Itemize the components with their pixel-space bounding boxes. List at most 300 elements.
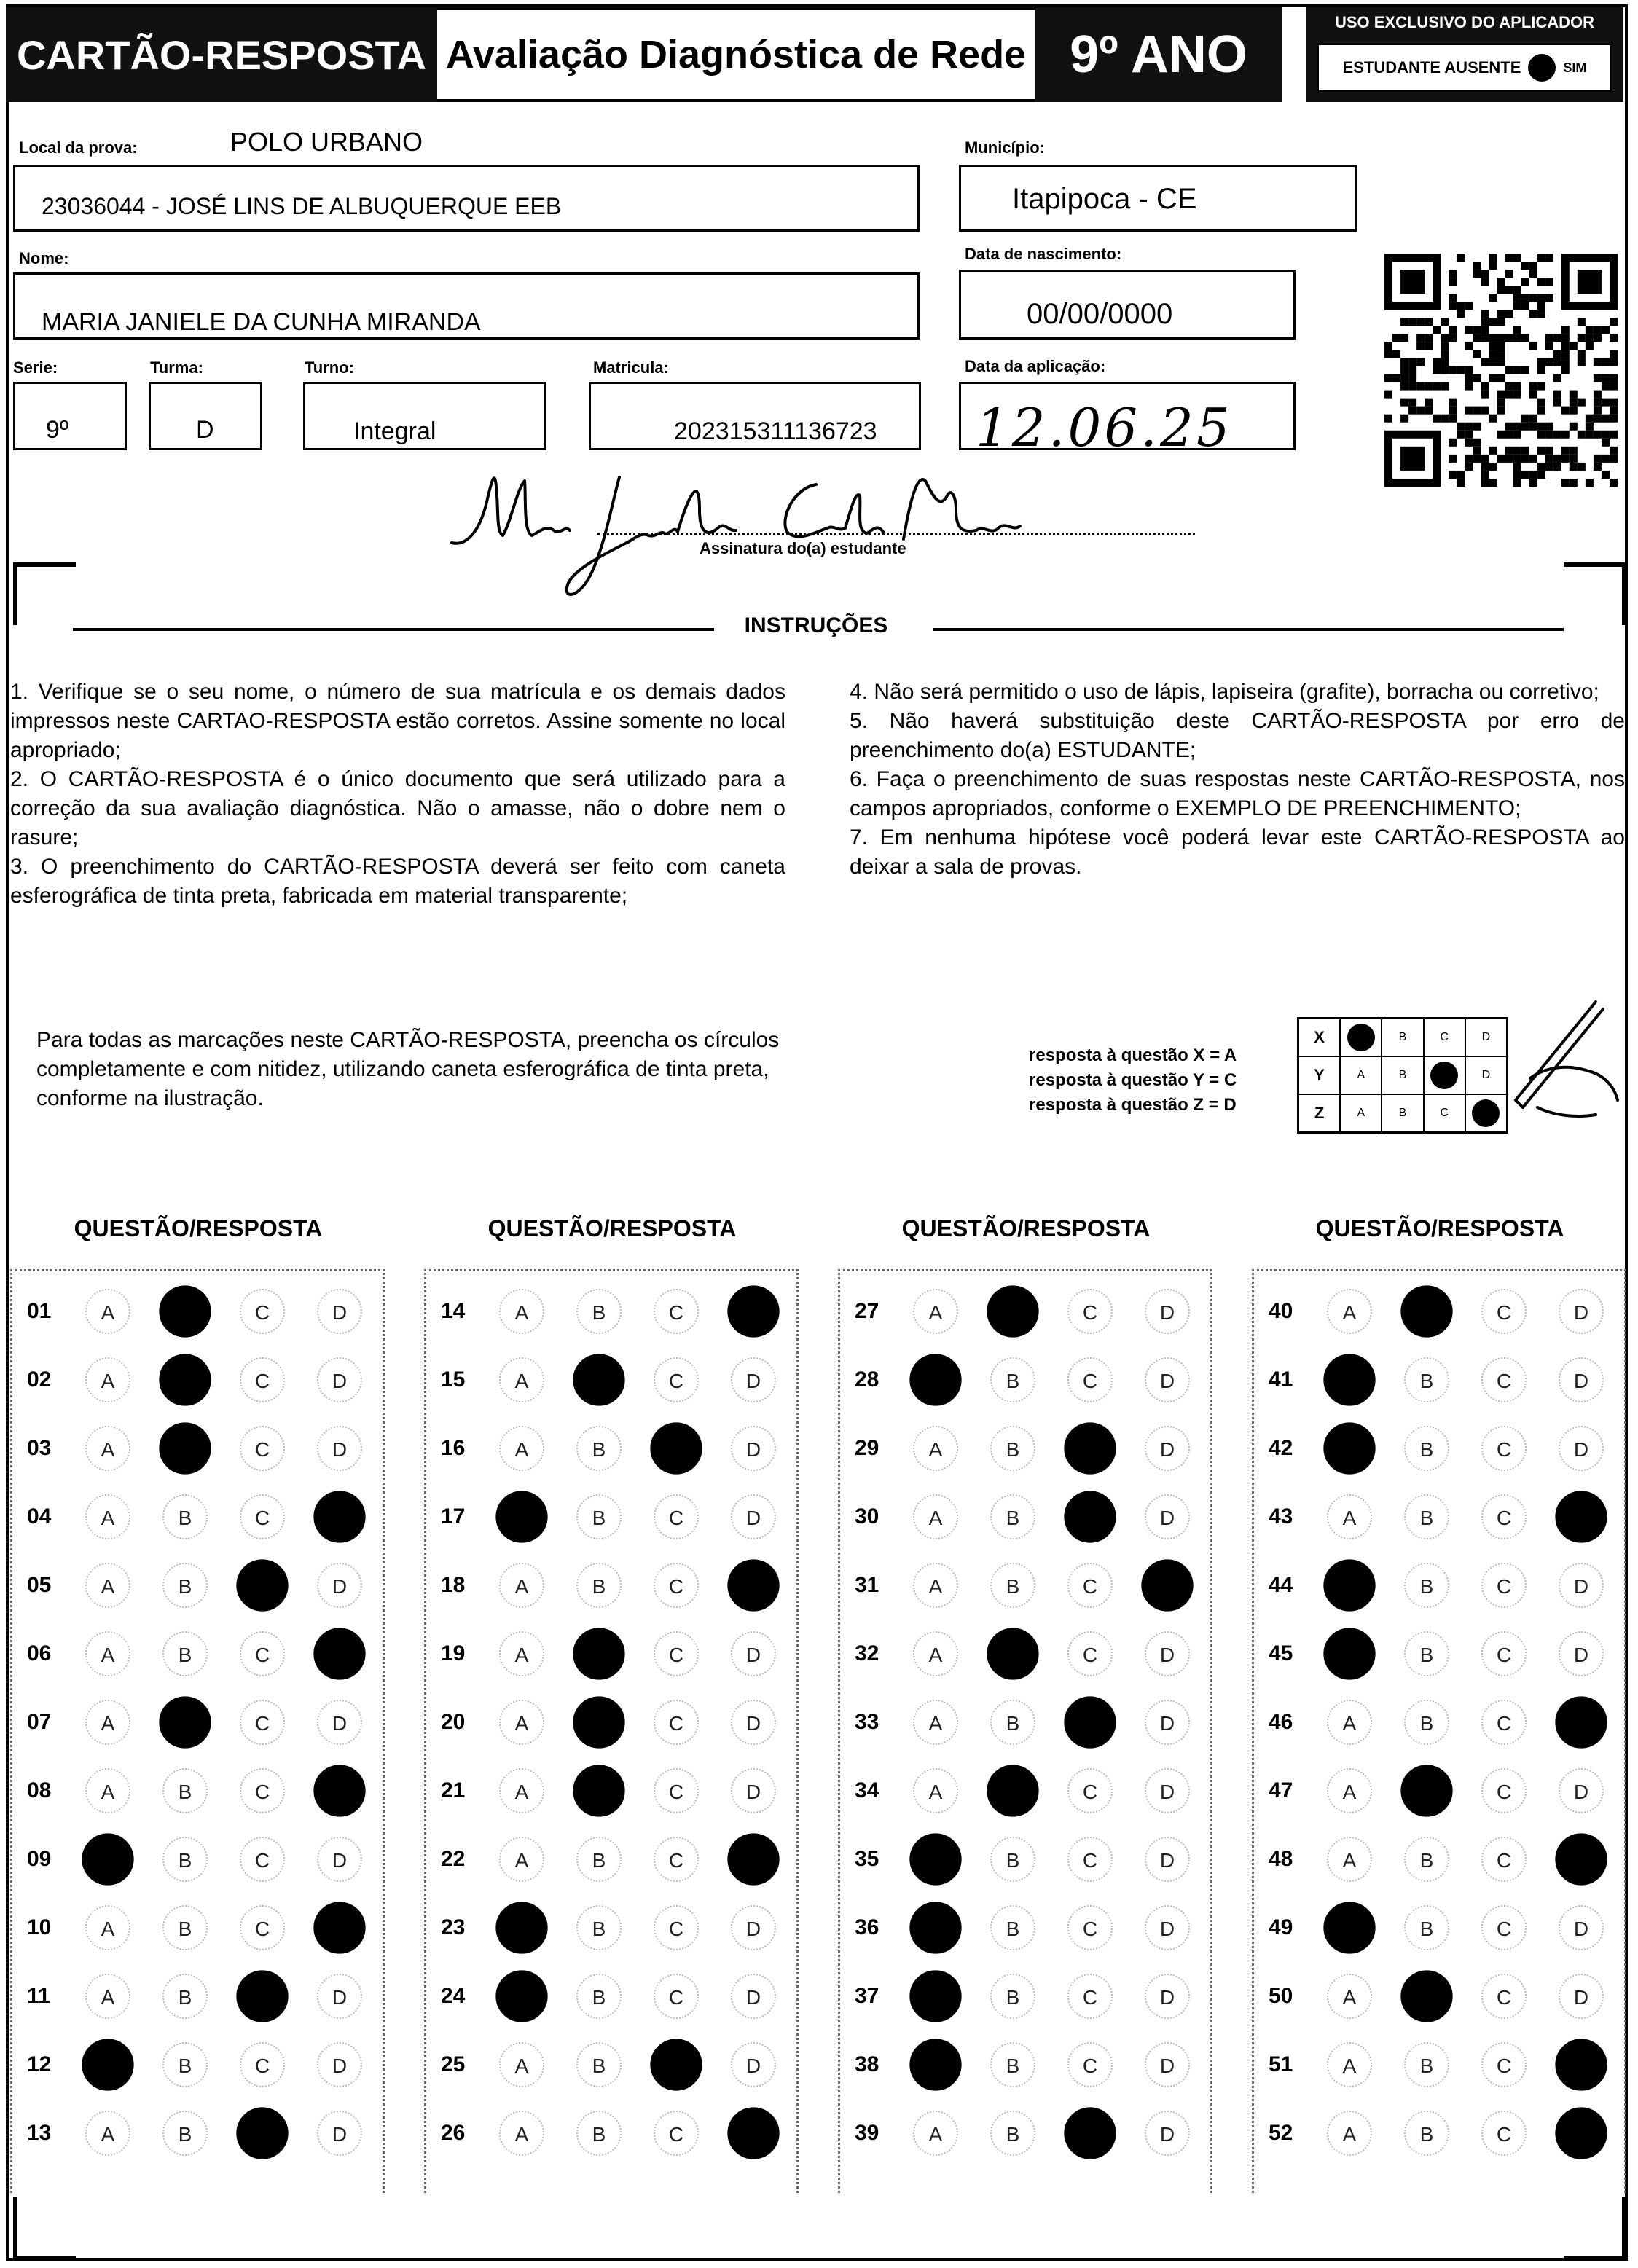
qr-module — [1594, 374, 1602, 382]
qr-module — [1497, 399, 1505, 407]
answer-bubble-b[interactable]: B — [159, 1696, 211, 1748]
answer-bubble-b[interactable]: B — [573, 1765, 624, 1816]
answer-bubble-d[interactable]: D — [731, 1357, 776, 1402]
answer-bubble-a[interactable]: A — [499, 2111, 544, 2156]
answer-bubble-d[interactable]: D — [1145, 1905, 1190, 1950]
answer-bubble-d[interactable]: D — [1145, 2111, 1190, 2156]
qr-module — [1586, 431, 1594, 439]
qr-module — [1553, 358, 1561, 366]
answer-bubble-c[interactable]: C — [1067, 2042, 1113, 2087]
answer-bubble-d[interactable]: D — [1555, 2107, 1607, 2159]
answer-bubble-a[interactable]: A — [1327, 1837, 1372, 1882]
qr-module — [1602, 415, 1610, 423]
answer-bubble-b[interactable]: B — [162, 1631, 208, 1676]
answer-bubble-b[interactable]: B — [1404, 1905, 1449, 1950]
qr-module — [1529, 342, 1537, 350]
answer-bubble-b[interactable]: B — [162, 2042, 208, 2087]
answer-bubble-d[interactable]: D — [1555, 1491, 1607, 1542]
answer-bubble-c[interactable]: C — [650, 1422, 702, 1474]
answer-bubble-d[interactable]: D — [727, 2107, 779, 2159]
answer-bubble-a[interactable]: A — [909, 1354, 961, 1405]
turma-value: D — [196, 416, 214, 444]
answer-bubble-d[interactable]: D — [731, 1631, 776, 1676]
qr-module — [1545, 463, 1553, 471]
answer-bubble-c[interactable]: C — [654, 2111, 699, 2156]
answer-bubble-d[interactable]: D — [317, 1837, 362, 1882]
answer-bubble-a[interactable]: A — [85, 1563, 130, 1608]
answer-bubble-d[interactable]: D — [317, 1974, 362, 2019]
answer-bubble-a[interactable]: A — [85, 1357, 130, 1402]
answer-bubble-d[interactable]: D — [1145, 1768, 1190, 1813]
answer-bubble-c[interactable]: C — [1481, 1974, 1527, 2019]
answer-bubble-c[interactable]: C — [1067, 1289, 1113, 1334]
nome-value: MARIA JANIELE DA CUNHA MIRANDA — [42, 308, 481, 336]
answer-bubble-a[interactable]: A — [1327, 2042, 1372, 2087]
answer-bubble-d[interactable]: D — [317, 1357, 362, 1402]
answer-bubble-a[interactable]: A — [85, 1974, 130, 2019]
answer-bubble-c[interactable]: C — [236, 1559, 288, 1611]
question-row — [1254, 1758, 1624, 1826]
answer-bubble-a[interactable]: A — [1327, 1974, 1372, 2019]
qr-module — [1473, 423, 1481, 431]
matricula-value: 202315311136723 — [674, 417, 877, 445]
answer-bubble-c[interactable]: C — [654, 1357, 699, 1402]
answer-bubble-b[interactable]: B — [1404, 2111, 1449, 2156]
answer-bubble-d[interactable]: D — [731, 1494, 776, 1539]
answer-bubble-a[interactable]: A — [85, 1905, 130, 1950]
answer-bubble-c[interactable]: C — [240, 1700, 285, 1745]
qr-module — [1602, 439, 1610, 447]
answer-bubble-d[interactable]: D — [1559, 1905, 1604, 1950]
answer-bubble-b[interactable]: B — [1404, 1631, 1449, 1676]
answer-bubble-b[interactable]: B — [159, 1422, 211, 1474]
answer-bubble-a[interactable]: A — [85, 1426, 130, 1471]
answer-bubble-a[interactable]: A — [909, 2039, 961, 2090]
answer-bubble-c[interactable]: C — [1481, 1289, 1527, 1334]
answer-bubble-a[interactable]: A — [913, 1768, 958, 1813]
question-row — [12, 1895, 383, 1963]
qr-module — [1537, 463, 1545, 471]
answer-bubble-d[interactable]: D — [317, 2042, 362, 2087]
qr-module — [1473, 455, 1481, 463]
answer-bubble-c[interactable]: C — [1067, 1563, 1113, 1608]
answer-bubble-b[interactable]: B — [990, 1974, 1035, 2019]
question-number: 25 — [441, 2052, 466, 2076]
answer-bubble-d[interactable]: D — [1145, 2042, 1190, 2087]
qr-module — [1513, 302, 1521, 310]
qr-module — [1489, 342, 1497, 350]
answer-bubble-c[interactable]: C — [654, 1289, 699, 1334]
answer-bubble-a[interactable]: A — [85, 2111, 130, 2156]
question-number: 02 — [27, 1368, 52, 1392]
answer-bubble-b[interactable]: B — [990, 2042, 1035, 2087]
answer-bubble-c[interactable]: C — [654, 1837, 699, 1882]
answer-bubble-d[interactable]: D — [1145, 1837, 1190, 1882]
qr-module — [1537, 407, 1545, 415]
answer-bubble-c[interactable]: C — [1067, 1768, 1113, 1813]
answer-bubble-a[interactable]: A — [1323, 1902, 1375, 1953]
answer-bubble-c[interactable]: C — [236, 1970, 288, 2022]
qr-module — [1481, 471, 1489, 479]
answer-bubble-b[interactable]: B — [576, 2111, 622, 2156]
qr-module — [1610, 479, 1618, 487]
answer-bubble-c[interactable]: C — [1481, 1631, 1527, 1676]
answer-bubble-c[interactable]: C — [1481, 1768, 1527, 1813]
answer-bubble-a[interactable]: A — [495, 1491, 547, 1542]
nome-field — [13, 272, 920, 340]
answer-bubble-b[interactable]: B — [159, 1354, 211, 1405]
answer-bubble-a[interactable]: A — [85, 1631, 130, 1676]
answer-bubble-a[interactable]: A — [1327, 2111, 1372, 2156]
answer-bubble-b[interactable]: B — [990, 1700, 1035, 1745]
answer-bubble-d[interactable]: D — [1559, 1357, 1604, 1402]
answer-bubble-c[interactable]: C — [1067, 1837, 1113, 1882]
answer-bubble-d[interactable]: D — [731, 1905, 776, 1950]
answer-bubble-d[interactable]: D — [731, 2042, 776, 2087]
qr-module — [1449, 415, 1457, 423]
answer-bubble-b[interactable]: B — [576, 1289, 622, 1334]
answer-bubble-b[interactable]: B — [1404, 1563, 1449, 1608]
answer-bubble-c[interactable]: C — [240, 1768, 285, 1813]
answer-bubble-b[interactable]: B — [159, 1285, 211, 1337]
question-row — [840, 1690, 1210, 1758]
answer-bubble-a[interactable]: A — [1323, 1354, 1375, 1405]
qr-module — [1578, 318, 1586, 326]
answer-bubble-c[interactable]: C — [1481, 1426, 1527, 1471]
answer-bubble-a[interactable]: A — [1323, 1422, 1375, 1474]
qr-module — [1610, 455, 1618, 463]
answer-bubble-d[interactable]: D — [1145, 1700, 1190, 1745]
answer-bubble-d[interactable]: D — [731, 1768, 776, 1813]
answer-bubble-a[interactable]: A — [499, 1563, 544, 1608]
answer-bubble-a[interactable]: A — [913, 1700, 958, 1745]
qr-module — [1545, 447, 1553, 455]
qr-module — [1489, 358, 1497, 366]
answer-bubble-b[interactable]: B — [162, 1974, 208, 2019]
answer-bubble-a[interactable]: A — [909, 1833, 961, 1885]
qr-module — [1416, 342, 1425, 350]
answer-bubble-c[interactable]: C — [1481, 1837, 1527, 1882]
qr-module — [1384, 342, 1392, 350]
qr-module — [1457, 479, 1465, 487]
answer-bubble-c[interactable]: C — [1481, 1494, 1527, 1539]
answer-bubble-c[interactable]: C — [654, 1768, 699, 1813]
answer-bubble-a[interactable]: A — [499, 1837, 544, 1882]
answer-bubble-d[interactable]: D — [727, 1833, 779, 1885]
answer-bubble-d[interactable]: D — [1145, 1289, 1190, 1334]
qr-module — [1481, 407, 1489, 415]
answer-bubble-b[interactable]: B — [162, 1905, 208, 1950]
absent-bubble[interactable] — [1528, 54, 1556, 82]
answer-bubble-a[interactable]: A — [1327, 1494, 1372, 1539]
answer-bubble-a[interactable]: A — [495, 1970, 547, 2022]
nascimento-field — [959, 270, 1296, 340]
answer-bubble-a[interactable]: A — [82, 1833, 133, 1885]
qr-module — [1473, 374, 1481, 382]
question-row — [840, 1621, 1210, 1690]
question-number: 29 — [855, 1436, 879, 1460]
example-bubble: B — [1398, 1069, 1407, 1081]
answer-bubble-c[interactable]: C — [1067, 1631, 1113, 1676]
question-row — [1254, 1895, 1624, 1963]
answer-bubble-b[interactable]: B — [162, 2111, 208, 2156]
absent-checkbox[interactable] — [1317, 44, 1612, 92]
answer-bubble-c[interactable]: C — [1481, 1905, 1527, 1950]
example-instructions: Para todas as marcações neste CARTÃO-RESPOSTA, preencha os círculos completamente e com nitidez, utilizando caneta esferográfica de tinta preta, conforme na ilustração. — [36, 1028, 780, 1110]
answer-bubble-b[interactable]: B — [576, 1494, 622, 1539]
qr-module — [1384, 374, 1392, 382]
answer-bubble-a[interactable]: A — [499, 1700, 544, 1745]
qr-module — [1473, 262, 1481, 270]
answer-bubble-b[interactable]: B — [162, 1837, 208, 1882]
answer-bubble-a[interactable]: A — [495, 1902, 547, 1953]
answer-bubble-d[interactable]: D — [731, 1974, 776, 2019]
answer-bubble-a[interactable]: A — [909, 1970, 961, 2022]
qr-module — [1481, 463, 1489, 471]
answer-bubble-c[interactable]: C — [1067, 1974, 1113, 2019]
answer-bubble-b[interactable]: B — [1404, 2042, 1449, 2087]
answer-bubble-a[interactable]: A — [909, 1902, 961, 1953]
answer-bubble-c[interactable]: C — [1067, 1357, 1113, 1402]
answer-bubble-b[interactable]: B — [990, 1563, 1035, 1608]
answer-bubble-a[interactable]: A — [499, 1357, 544, 1402]
answer-bubble-a[interactable]: A — [1327, 1289, 1372, 1334]
answer-bubble-a[interactable]: A — [85, 1700, 130, 1745]
answer-bubble-d[interactable]: D — [727, 1559, 779, 1611]
qr-module — [1553, 431, 1561, 439]
qr-module — [1570, 423, 1578, 431]
answer-bubble-c[interactable]: C — [1064, 1491, 1116, 1542]
qr-module — [1570, 391, 1578, 399]
answer-bubble-b[interactable]: B — [573, 1354, 624, 1405]
qr-module — [1489, 318, 1497, 326]
answer-bubble-a[interactable]: A — [85, 1768, 130, 1813]
answer-bubble-d[interactable]: D — [1145, 1974, 1190, 2019]
answer-bubble-b[interactable]: B — [576, 1974, 622, 2019]
qr-module — [1513, 334, 1521, 342]
answer-bubble-d[interactable]: D — [313, 1491, 365, 1542]
qr-module — [1473, 407, 1481, 415]
answer-bubble-c[interactable]: C — [240, 1494, 285, 1539]
qr-module — [1489, 262, 1497, 270]
legend-item: resposta à questão Y = C — [1029, 1070, 1237, 1090]
answer-bubble-d[interactable]: D — [317, 1289, 362, 1334]
qr-module — [1513, 254, 1521, 262]
answer-bubble-d[interactable]: D — [317, 1700, 362, 1745]
aplicacao-field[interactable] — [959, 382, 1296, 458]
matricula-label: Matricula: — [593, 358, 669, 377]
answer-bubble-d[interactable]: D — [1559, 1974, 1604, 2019]
qr-module — [1513, 366, 1521, 374]
answer-bubble-d[interactable]: D — [1145, 1494, 1190, 1539]
question-number: 42 — [1269, 1436, 1293, 1460]
answer-bubble-d[interactable]: D — [1559, 1768, 1604, 1813]
answer-bubble-d[interactable]: D — [1145, 1426, 1190, 1471]
answer-bubble-c[interactable]: C — [1481, 2111, 1527, 2156]
answer-bubble-b[interactable]: B — [1404, 1357, 1449, 1402]
answer-bubble-c[interactable]: C — [654, 1631, 699, 1676]
answer-bubble-c[interactable]: C — [1064, 1696, 1116, 1748]
qr-module — [1610, 415, 1618, 423]
answer-bubble-c[interactable]: C — [240, 2042, 285, 2087]
qr-module — [1594, 326, 1602, 334]
answer-bubble-b[interactable]: B — [576, 1905, 622, 1950]
question-row — [426, 1621, 796, 1690]
answer-bubble-b[interactable]: B — [1400, 1285, 1452, 1337]
qr-module — [1586, 334, 1594, 342]
qr-module — [1545, 358, 1553, 366]
qr-module — [1465, 342, 1473, 350]
answer-bubble-c[interactable]: C — [654, 1905, 699, 1950]
answer-bubble-a[interactable]: A — [913, 1494, 958, 1539]
answer-bubble-a[interactable]: A — [1327, 1768, 1372, 1813]
answer-bubble-b[interactable]: B — [573, 1696, 624, 1748]
answer-bubble-b[interactable]: B — [990, 1837, 1035, 1882]
answer-bubble-a[interactable]: A — [1327, 1700, 1372, 1745]
answer-bubble-b[interactable]: B — [987, 1285, 1038, 1337]
column-title: QUESTÃO/RESPOSTA — [74, 1215, 323, 1241]
turno-field — [303, 382, 546, 450]
answer-bubble-c[interactable]: C — [1481, 1357, 1527, 1402]
answer-bubble-c[interactable]: C — [654, 1700, 699, 1745]
example-cell — [1340, 1056, 1382, 1094]
answer-bubble-d[interactable]: D — [317, 1563, 362, 1608]
answer-bubble-d[interactable]: D — [1141, 1559, 1193, 1611]
answer-bubble-c[interactable]: C — [240, 1289, 285, 1334]
qr-module — [1537, 278, 1545, 286]
qr-module — [1602, 431, 1610, 439]
question-row — [840, 1484, 1210, 1553]
answer-bubble-d[interactable]: D — [1145, 1631, 1190, 1676]
answer-bubble-c[interactable]: C — [654, 1494, 699, 1539]
answer-bubble-c[interactable]: C — [240, 1357, 285, 1402]
answer-bubble-a[interactable]: A — [85, 1494, 130, 1539]
question-number: 33 — [855, 1710, 879, 1734]
answer-bubble-d[interactable]: D — [1555, 1833, 1607, 1885]
answer-bubble-c[interactable]: C — [654, 1974, 699, 2019]
answer-bubble-c[interactable]: C — [236, 2107, 288, 2159]
answer-bubble-b[interactable]: B — [576, 2042, 622, 2087]
question-number: 30 — [855, 1504, 879, 1529]
question-row — [1254, 1963, 1624, 2032]
answer-bubble-c[interactable]: C — [1481, 2042, 1527, 2087]
answer-bubble-d[interactable]: D — [317, 1426, 362, 1471]
answer-bubble-a[interactable]: A — [499, 1426, 544, 1471]
answer-bubble-b[interactable]: B — [162, 1768, 208, 1813]
answer-bubble-c[interactable]: C — [1481, 1700, 1527, 1745]
qr-module — [1578, 334, 1586, 342]
answer-bubble-b[interactable]: B — [1400, 1970, 1452, 2022]
answer-bubble-b[interactable]: B — [1404, 1494, 1449, 1539]
answer-bubble-d[interactable]: D — [1555, 2039, 1607, 2090]
answer-bubble-a[interactable]: A — [1323, 1628, 1375, 1679]
answer-bubble-c[interactable]: C — [654, 1563, 699, 1608]
answer-bubble-b[interactable]: B — [990, 2111, 1035, 2156]
question-number: 50 — [1269, 1984, 1293, 2008]
answer-bubble-a[interactable]: A — [913, 1631, 958, 1676]
answer-bubble-d[interactable]: D — [1145, 1357, 1190, 1402]
answer-bubble-d[interactable]: D — [1559, 1426, 1604, 1471]
answer-bubble-d[interactable]: D — [1555, 1696, 1607, 1748]
answer-bubble-b[interactable]: B — [990, 1905, 1035, 1950]
qr-module — [1553, 334, 1561, 342]
answer-bubble-a[interactable]: A — [913, 1289, 958, 1334]
qr-module — [1594, 463, 1602, 471]
answer-bubble-b[interactable]: B — [1404, 1700, 1449, 1745]
qr-module — [1521, 366, 1529, 374]
question-row — [12, 1758, 383, 1826]
answer-bubble-c[interactable]: C — [240, 1631, 285, 1676]
answer-bubble-d[interactable]: D — [313, 1765, 365, 1816]
answer-bubble-c[interactable]: C — [240, 1837, 285, 1882]
answer-bubble-b[interactable]: B — [987, 1765, 1038, 1816]
answer-bubble-b[interactable]: B — [576, 1563, 622, 1608]
qr-module — [1513, 294, 1521, 302]
answer-bubble-b[interactable]: B — [576, 1837, 622, 1882]
answer-bubble-a[interactable]: A — [499, 1631, 544, 1676]
qr-module — [1481, 358, 1489, 366]
answer-bubble-c[interactable]: C — [240, 1426, 285, 1471]
answer-bubble-b[interactable]: B — [987, 1628, 1038, 1679]
answer-bubble-b[interactable]: B — [162, 1494, 208, 1539]
turma-field — [149, 382, 262, 450]
answer-bubble-d[interactable]: D — [731, 1700, 776, 1745]
answer-bubble-c[interactable]: C — [1064, 1422, 1116, 1474]
question-row — [12, 1826, 383, 1895]
answer-bubble-d[interactable]: D — [1559, 1563, 1604, 1608]
question-row — [840, 1416, 1210, 1484]
question-number: 22 — [441, 1847, 466, 1871]
question-row — [1254, 1621, 1624, 1690]
answer-bubble-a[interactable]: A — [913, 1563, 958, 1608]
answer-bubble-a[interactable]: A — [913, 2111, 958, 2156]
answer-bubble-d[interactable]: D — [1559, 1631, 1604, 1676]
answer-bubble-d[interactable]: D — [1559, 1289, 1604, 1334]
answer-bubble-a[interactable]: A — [1323, 1559, 1375, 1611]
answer-bubble-c[interactable]: C — [1064, 2107, 1116, 2159]
answer-bubble-c[interactable]: C — [1481, 1563, 1527, 1608]
answer-bubble-b[interactable]: B — [162, 1563, 208, 1608]
answer-bubble-c[interactable]: C — [240, 1905, 285, 1950]
answer-bubble-d[interactable]: D — [313, 1902, 365, 1953]
answer-bubble-b[interactable]: B — [1404, 1426, 1449, 1471]
answer-bubble-b[interactable]: B — [1400, 1765, 1452, 1816]
answer-bubble-b[interactable]: B — [990, 1426, 1035, 1471]
qr-module — [1602, 382, 1610, 391]
answer-bubble-d[interactable]: D — [313, 1628, 365, 1679]
answer-bubble-a[interactable]: A — [913, 1426, 958, 1471]
answer-bubble-c[interactable]: C — [650, 2039, 702, 2090]
answer-bubble-a[interactable]: A — [499, 1289, 544, 1334]
answer-bubble-b[interactable]: B — [990, 1357, 1035, 1402]
question-number: 09 — [27, 1847, 52, 1871]
answer-bubble-c[interactable]: C — [1067, 1905, 1113, 1950]
answer-bubble-b[interactable]: B — [1404, 1837, 1449, 1882]
answer-bubble-b[interactable]: B — [576, 1426, 622, 1471]
answer-bubble-d[interactable]: D — [731, 1426, 776, 1471]
answer-bubble-b[interactable]: B — [990, 1494, 1035, 1539]
answer-bubble-a[interactable]: A — [499, 1768, 544, 1813]
answer-bubble-d[interactable]: D — [727, 1285, 779, 1337]
answer-bubble-b[interactable]: B — [573, 1628, 624, 1679]
qr-module — [1489, 479, 1497, 487]
question-row — [12, 1690, 383, 1758]
answer-bubble-a[interactable]: A — [82, 2039, 133, 2090]
answer-bubble-a[interactable]: A — [85, 1289, 130, 1334]
answer-bubble-d[interactable]: D — [317, 2111, 362, 2156]
example-bubble: D — [1481, 1031, 1491, 1043]
answer-bubble-a[interactable]: A — [499, 2042, 544, 2087]
